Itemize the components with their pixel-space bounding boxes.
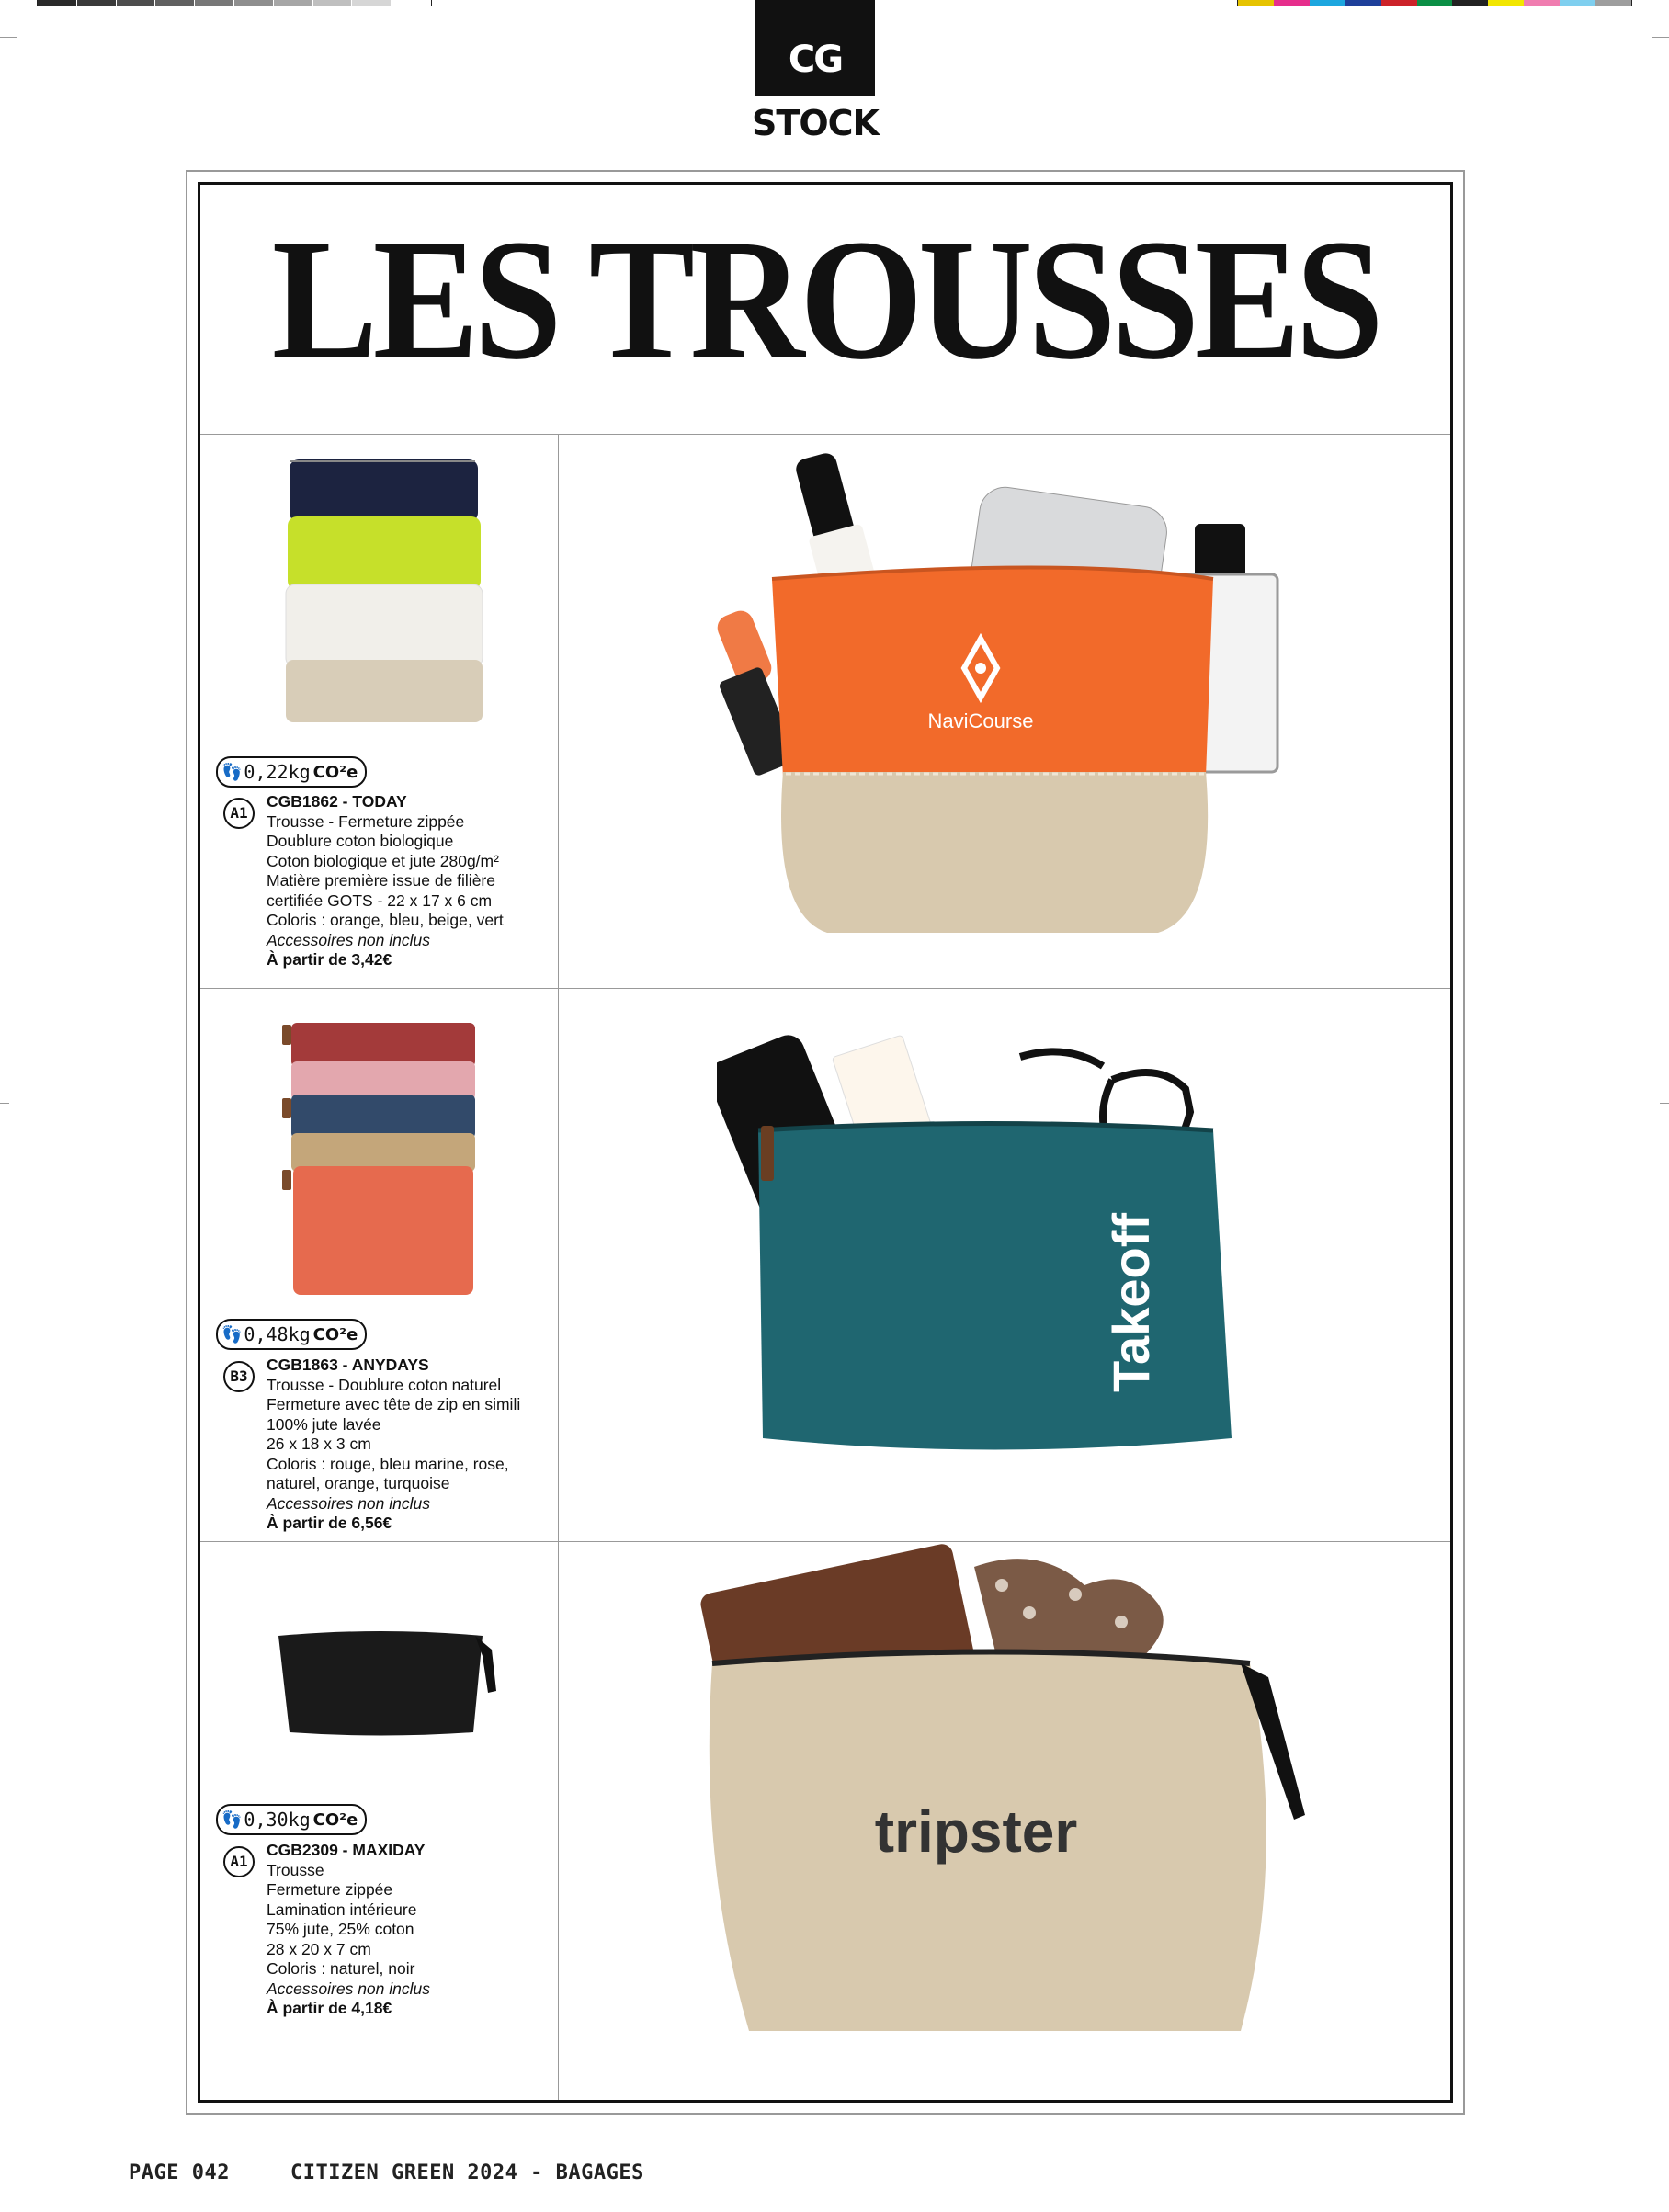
row-divider	[200, 988, 1450, 989]
color-swatch	[117, 0, 156, 6]
product-description	[267, 1356, 520, 1534]
product-line: 28 x 20 x 7 cm	[267, 1939, 371, 1958]
product-description	[267, 792, 504, 970]
product-price: À partir de 4,18€	[267, 1999, 392, 2017]
crop-mark	[0, 1103, 9, 1104]
crop-mark	[1660, 1103, 1669, 1104]
accessories-note: Accessoires non inclus	[267, 1493, 430, 1513]
eco-grade-badge: B3	[223, 1361, 255, 1392]
page-title: LES TROUSSES	[271, 203, 1379, 395]
cg-logo: CG	[755, 0, 875, 96]
product-price: À partir de 3,42€	[267, 950, 392, 969]
product-line: Coloris : rouge, bleu marine, rose,	[267, 1454, 509, 1473]
product-line: Coton biologique et jute 280g/m²	[267, 851, 499, 870]
product-line: naturel, orange, turquoise	[267, 1474, 450, 1492]
today-color-stack-image	[280, 450, 492, 735]
product-line: certifiée GOTS - 22 x 17 x 6 cm	[267, 890, 493, 910]
stock-label: STOCK	[752, 103, 879, 143]
color-swatch	[1452, 0, 1488, 6]
product-line: 26 x 18 x 3 cm	[267, 1435, 371, 1453]
color-swatch	[38, 0, 77, 6]
color-swatch	[1417, 0, 1453, 6]
color-swatch	[1274, 0, 1310, 6]
product-line: Coloris : orange, bleu, beige, vert	[267, 911, 504, 929]
product-line: Doublure coton biologique	[267, 832, 454, 850]
co2-unit: CO²e	[312, 1324, 358, 1344]
co2-unit: CO²e	[312, 1809, 358, 1830]
footprint-icon: 👣	[221, 1809, 243, 1830]
product-line: Trousse - Fermeture zippée	[267, 811, 465, 831]
anydays-color-stack-image	[280, 1015, 492, 1305]
product-price: À partir de 6,56€	[267, 1514, 392, 1532]
color-swatch	[1524, 0, 1560, 6]
color-bar-right	[1237, 0, 1632, 6]
accessories-note: Accessoires non inclus	[267, 1979, 430, 1998]
crop-mark	[0, 37, 17, 38]
color-swatch	[1238, 0, 1274, 6]
color-swatch	[1381, 0, 1417, 6]
maxiday-black-image	[271, 1627, 501, 1746]
co2-badge	[216, 756, 367, 788]
product-description	[267, 1841, 430, 2019]
color-swatch	[195, 0, 234, 6]
product-line: 100% jute lavée	[267, 1414, 381, 1434]
crop-mark	[1652, 37, 1669, 38]
accessories-note: Accessoires non inclus	[267, 930, 430, 949]
product-line: Trousse	[267, 1860, 324, 1879]
color-swatch	[313, 0, 353, 6]
color-swatch	[77, 0, 117, 6]
product-line: Lamination intérieure	[267, 1900, 417, 1919]
color-swatch	[155, 0, 195, 6]
color-swatch	[274, 0, 313, 6]
eco-grade-badge: A1	[223, 1846, 255, 1877]
color-swatch	[1595, 0, 1631, 6]
footprint-icon: 👣	[221, 1324, 243, 1344]
product-name: CGB2309 - MAXIDAY	[267, 1841, 426, 1859]
eco-grade-badge: A1	[223, 798, 255, 829]
product-line: Trousse - Doublure coton naturel	[267, 1375, 502, 1394]
co2-badge	[216, 1804, 367, 1835]
color-swatch	[234, 0, 274, 6]
tripster-brand: tripster	[874, 1798, 1078, 1865]
navicourse-pouch-image	[698, 446, 1333, 960]
color-swatch	[392, 0, 431, 6]
takeoff-brand: Takeoff	[1102, 1213, 1160, 1392]
product-line: Fermeture zippée	[267, 1880, 393, 1899]
catalog-section: CITIZEN GREEN 2024 - BAGAGES	[290, 2161, 644, 2184]
page-number: PAGE 042	[129, 2161, 230, 2184]
product-name: CGB1862 - TODAY	[267, 792, 407, 811]
column-divider	[558, 434, 559, 2100]
navicourse-brand: NaviCourse	[927, 709, 1034, 732]
row-divider	[200, 434, 1450, 435]
co2-value: 0,22kg	[244, 761, 311, 783]
tripster-pouch-image	[698, 1530, 1323, 2054]
product-line: Fermeture avec tête de zip en simili	[267, 1395, 521, 1413]
co2-value: 0,48kg	[244, 1323, 311, 1345]
color-swatch	[1310, 0, 1345, 6]
co2-value: 0,30kg	[244, 1809, 311, 1831]
product-line: Coloris : naturel, noir	[267, 1959, 415, 1978]
product-line: Matière première issue de filière	[267, 871, 495, 890]
product-name: CGB1863 - ANYDAYS	[267, 1356, 429, 1374]
co2-unit: CO²e	[312, 762, 358, 782]
footprint-icon: 👣	[221, 762, 243, 782]
color-swatch	[352, 0, 392, 6]
product-line: 75% jute, 25% coton	[267, 1920, 414, 1938]
color-swatch	[1488, 0, 1524, 6]
color-bar-left	[37, 0, 432, 6]
takeoff-pouch-image	[717, 1025, 1287, 1484]
co2-badge	[216, 1319, 367, 1350]
color-swatch	[1560, 0, 1595, 6]
color-swatch	[1345, 0, 1381, 6]
